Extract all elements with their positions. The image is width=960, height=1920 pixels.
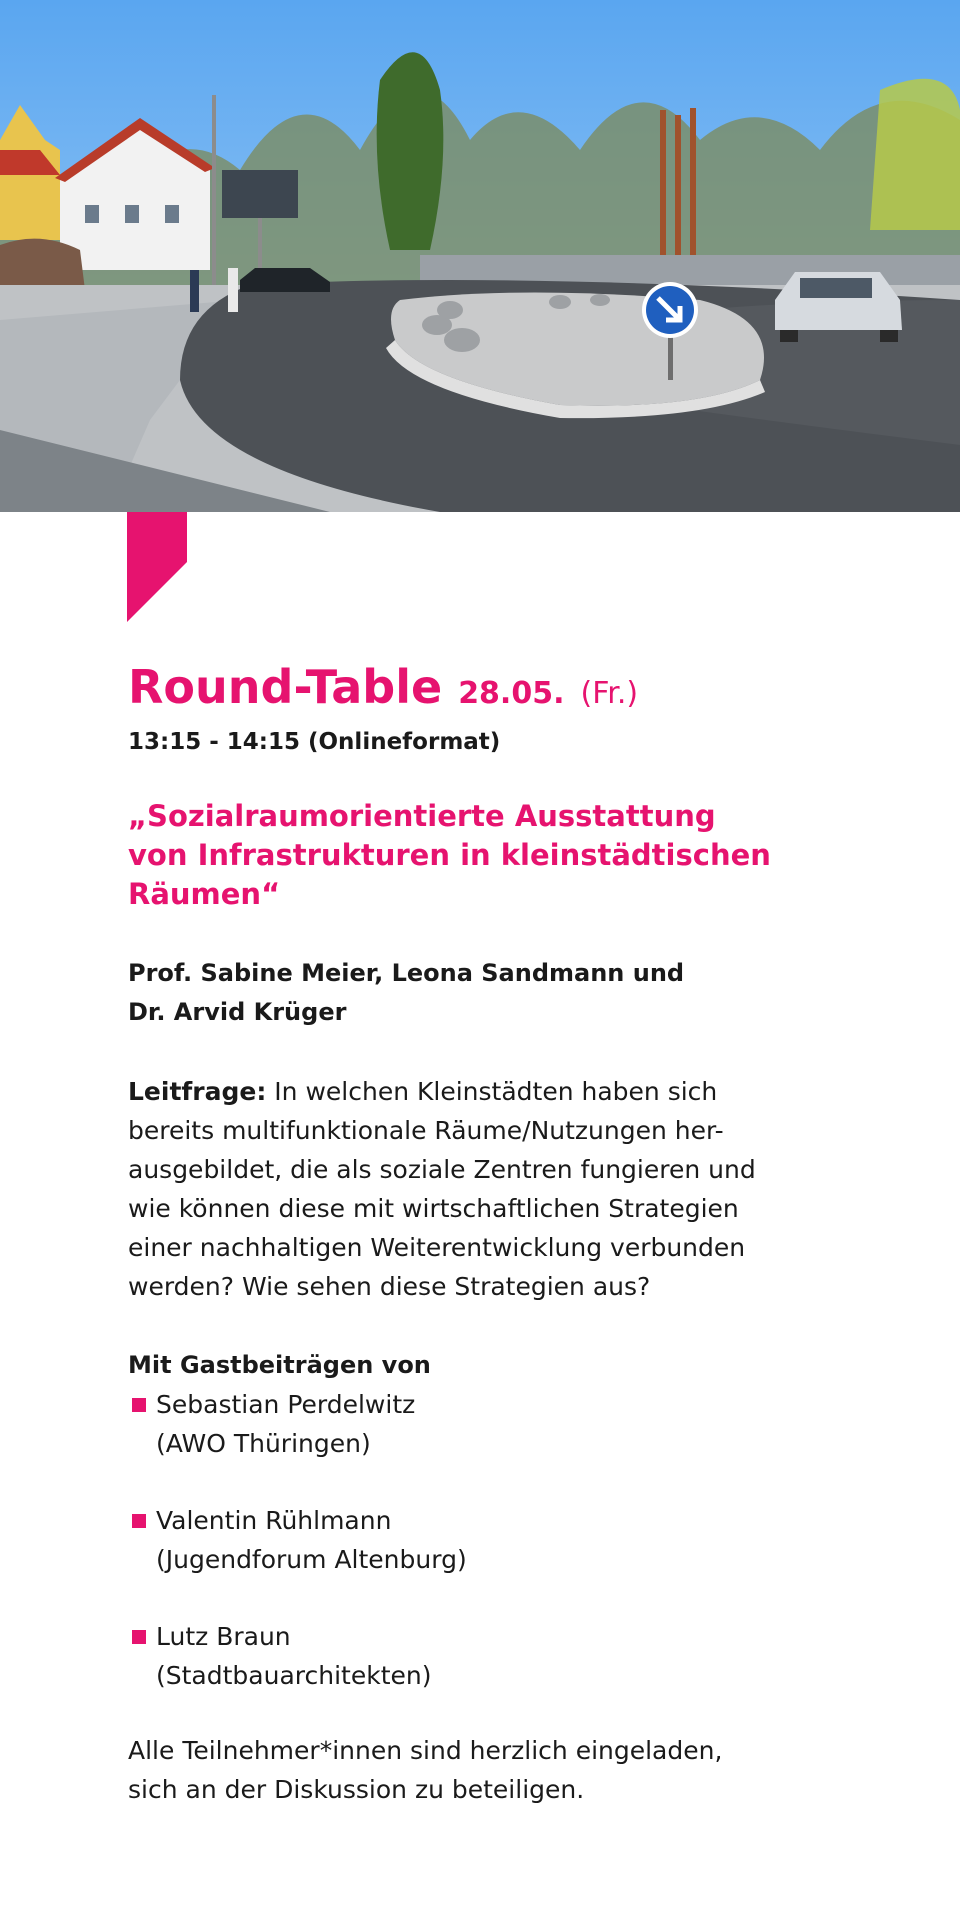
guest-name: Valentin Rühlmann: [156, 1506, 392, 1535]
speakers: [128, 954, 828, 1032]
guest-item: [128, 1501, 828, 1579]
question-line: werden? Wie sehen diese Strategien aus?: [128, 1272, 651, 1301]
closing-line: Alle Teilnehmer*innen sind herzlich eingeladen,: [128, 1736, 723, 1765]
speakers-line: Dr. Arvid Krüger: [128, 998, 347, 1026]
event-time: 13:15 - 14:15 (Onlineformat): [128, 729, 501, 755]
guest-org: (AWO Thüringen): [156, 1429, 371, 1458]
event-type: Round-Table: [128, 660, 443, 714]
question-line: ausgebildet, die als soziale Zentren fungieren und: [128, 1155, 756, 1184]
event-day: (Fr.): [580, 676, 639, 711]
guest-org: (Jugendforum Altenburg): [156, 1545, 467, 1574]
event-date: 28.05.: [458, 676, 565, 711]
closing-line: sich an der Diskussion zu beteiligen.: [128, 1775, 585, 1804]
topic-line: von Infrastrukturen in kleinstädtischen: [128, 838, 771, 872]
question-line: In welchen Kleinstädten haben sich: [266, 1077, 718, 1106]
hero-photo: [0, 0, 960, 512]
question-line: einer nachhaltigen Weiterentwicklung verbunden: [128, 1233, 746, 1262]
closing-text: [128, 1731, 828, 1809]
question-label: Leitfrage:: [128, 1077, 267, 1106]
guest-item: [128, 1617, 828, 1695]
guests-heading: Mit Gastbeiträgen von: [128, 1351, 431, 1379]
speakers-line: Prof. Sabine Meier, Leona Sandmann und: [128, 959, 685, 987]
guest-org: (Stadtbauarchitekten): [156, 1661, 432, 1690]
event-title: [128, 660, 828, 721]
bullet-square-icon: [132, 1398, 146, 1412]
guest-name: Sebastian Perdelwitz: [156, 1390, 416, 1419]
street-photo-illustration: [0, 0, 960, 512]
accent-flag-shape: [127, 512, 187, 622]
bullet-square-icon: [132, 1630, 146, 1644]
topic-line: „Sozialraumorientierte Ausstattung: [128, 799, 716, 833]
guiding-question: [128, 1072, 828, 1306]
question-line: bereits multifunktionale Räume/Nutzungen her-: [128, 1116, 724, 1145]
guest-name: Lutz Braun: [156, 1622, 291, 1651]
question-line: wie können diese mit wirtschaftlichen Strategien: [128, 1194, 739, 1223]
event-details: [128, 660, 828, 1809]
topic-line: Räumen“: [128, 877, 281, 911]
bullet-square-icon: [132, 1514, 146, 1528]
event-topic: [128, 797, 828, 914]
guest-item: [128, 1385, 828, 1463]
